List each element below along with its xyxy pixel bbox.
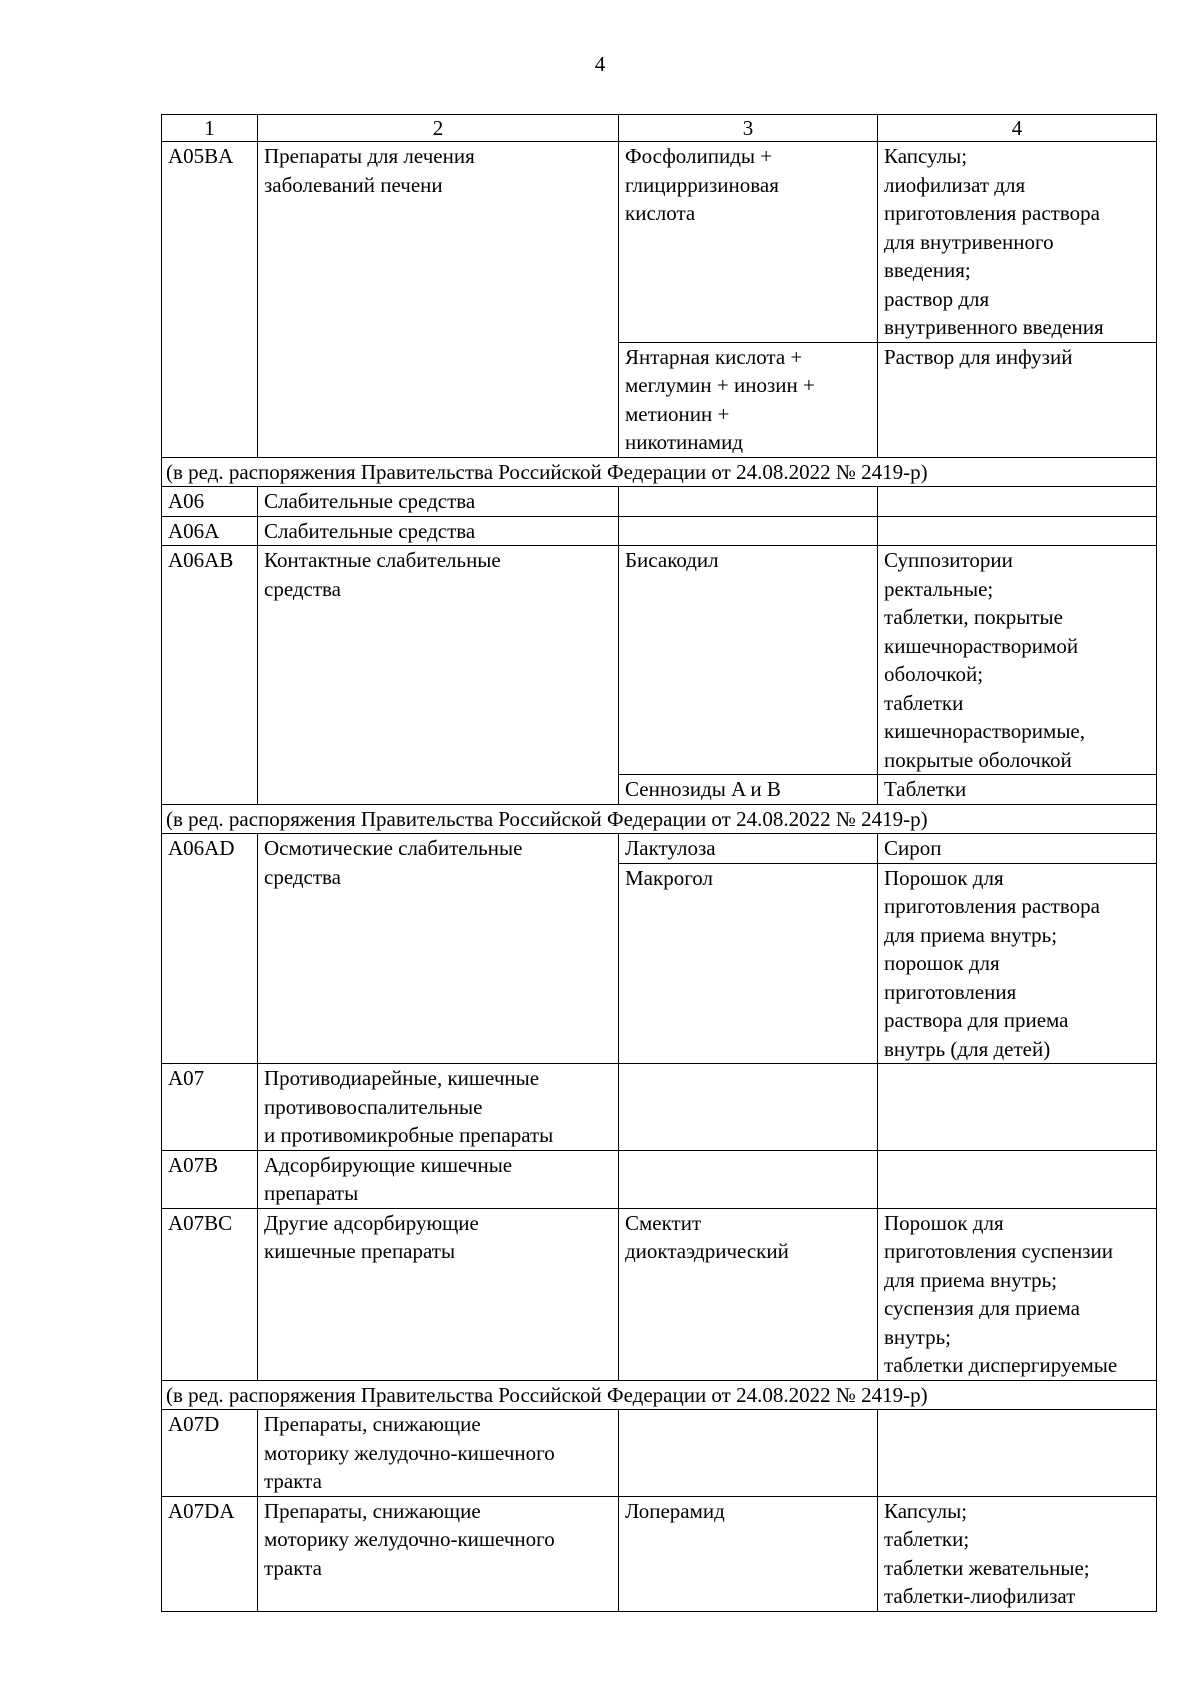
drug-name	[619, 1410, 878, 1497]
group-name: Адсорбирующие кишечные препараты	[258, 1150, 619, 1208]
atc-code: A06	[162, 487, 258, 517]
table-row	[162, 516, 1157, 546]
dosage-form	[878, 1064, 1157, 1151]
drug-name: Лоперамид	[619, 1496, 878, 1611]
amendment-row	[162, 457, 1157, 487]
table-header-row	[162, 115, 1157, 142]
group-name: Противодиарейные, кишечные противовоспалительные и противомикробные препараты	[258, 1064, 619, 1151]
table-row	[162, 487, 1157, 517]
atc-code: A07DA	[162, 1496, 258, 1611]
group-name: Препараты, снижающие моторику желудочно-кишечного тракта	[258, 1410, 619, 1497]
drug-name	[619, 1064, 878, 1151]
dosage-form: Капсулы; таблетки; таблетки жевательные; таблетки-лиофилизат	[878, 1496, 1157, 1611]
amendment-note: (в ред. распоряжения Правительства Российской Федерации от 24.08.2022 № 2419-р)	[162, 457, 1157, 487]
dosage-form: Таблетки	[878, 775, 1157, 805]
dosage-form: Сироп	[878, 834, 1157, 864]
drug-name	[619, 516, 878, 546]
drug-name: Смектит диоктаэдрический	[619, 1208, 878, 1380]
dosage-form: Порошок для приготовления раствора для приема внутрь; порошок для приготовления раствора для приема внутрь (для детей)	[878, 863, 1157, 1064]
table-row	[162, 546, 1157, 775]
drug-name: Бисакодил	[619, 546, 878, 775]
page-number: 4	[594, 52, 606, 76]
group-name: Контактные слабительные средства	[258, 546, 619, 805]
amendment-note: (в ред. распоряжения Правительства Российской Федерации от 24.08.2022 № 2419-р)	[162, 1380, 1157, 1410]
table-row	[162, 1064, 1157, 1151]
group-name: Осмотические слабительные средства	[258, 834, 619, 1064]
drug-name	[619, 487, 878, 517]
amendment-row	[162, 804, 1157, 834]
dosage-form: Капсулы; лиофилизат для приготовления раствора для внутривенного введения; раствор для внутривенного введения	[878, 142, 1157, 343]
atc-code: A07BC	[162, 1208, 258, 1380]
table-row	[162, 1208, 1157, 1380]
atc-code: A06A	[162, 516, 258, 546]
dosage-form	[878, 487, 1157, 517]
column-header: 2	[258, 115, 619, 142]
drug-name: Лактулоза	[619, 834, 878, 864]
group-name: Другие адсорбирующие кишечные препараты	[258, 1208, 619, 1380]
dosage-form	[878, 516, 1157, 546]
drug-name: Сеннозиды A и B	[619, 775, 878, 805]
table-row	[162, 834, 1157, 864]
amendment-row	[162, 1380, 1157, 1410]
group-name: Слабительные средства	[258, 487, 619, 517]
atc-code: A05BA	[162, 142, 258, 458]
group-name: Слабительные средства	[258, 516, 619, 546]
drug-name	[619, 1150, 878, 1208]
atc-code: A07	[162, 1064, 258, 1151]
column-header: 3	[619, 115, 878, 142]
table-row	[162, 142, 1157, 343]
drug-table	[161, 114, 1157, 1612]
atc-code: A06AD	[162, 834, 258, 1064]
dosage-form	[878, 1410, 1157, 1497]
table-row	[162, 1150, 1157, 1208]
atc-code: A06AB	[162, 546, 258, 805]
drug-name: Янтарная кислота + меглумин + инозин + метионин + никотинамид	[619, 342, 878, 457]
drug-name: Макрогол	[619, 863, 878, 1064]
drug-name: Фосфолипиды + глицирризиновая кислота	[619, 142, 878, 343]
dosage-form: Порошок для приготовления суспензии для приема внутрь; суспензия для приема внутрь; таблетки диспергируемые	[878, 1208, 1157, 1380]
group-name: Препараты, снижающие моторику желудочно-кишечного тракта	[258, 1496, 619, 1611]
column-header: 1	[162, 115, 258, 142]
column-header: 4	[878, 115, 1157, 142]
atc-code: A07B	[162, 1150, 258, 1208]
dosage-form: Раствор для инфузий	[878, 342, 1157, 457]
group-name: Препараты для лечения заболеваний печени	[258, 142, 619, 458]
table-row	[162, 1410, 1157, 1497]
atc-code: A07D	[162, 1410, 258, 1497]
dosage-form	[878, 1150, 1157, 1208]
dosage-form: Суппозитории ректальные; таблетки, покрытые кишечнорастворимой оболочкой; таблетки кишечнорастворимые, покрытые оболочкой	[878, 546, 1157, 775]
amendment-note: (в ред. распоряжения Правительства Российской Федерации от 24.08.2022 № 2419-р)	[162, 804, 1157, 834]
table-row	[162, 1496, 1157, 1611]
